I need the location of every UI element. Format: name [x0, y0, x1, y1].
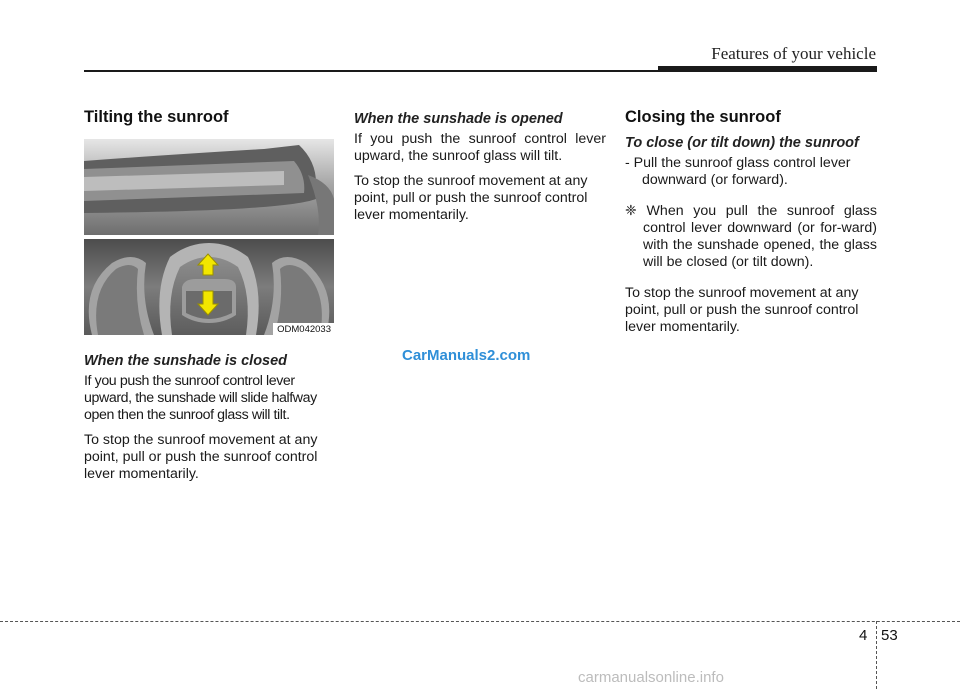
chapter-number: 4	[859, 627, 868, 644]
sunroof-lever-figure	[84, 139, 334, 335]
subheading-sunshade-closed: When the sunshade is closed	[84, 353, 288, 369]
figure-code: ODM042033	[273, 323, 334, 335]
paragraph-stop-movement-1: To stop the sunroof movement at any point, pull or push the sunroof control lever momentarily.	[84, 432, 318, 482]
note-sunshade-opened: ❈ When you pull the sunroof glass control lever downward (or for-ward) with the sunshade opened, the glass will be closed (or tilt down).	[625, 203, 877, 270]
paragraph-sunshade-opened: If you push the sunroof control lever upward, the sunroof glass will tilt.	[354, 131, 606, 164]
page-number-divider	[876, 621, 877, 689]
subheading-close-tilt-down: To close (or tilt down) the sunroof	[625, 135, 859, 151]
column-3	[625, 108, 877, 344]
carmanuals-watermark: CarManuals2.com	[402, 347, 531, 364]
header-rule-thick	[658, 66, 877, 72]
column-2	[354, 108, 606, 232]
paragraph-stop-movement-2: To stop the sunroof movement at any point, pull or push the sunroof control lever momentarily.	[354, 173, 588, 223]
subheading-sunshade-opened: When the sunshade is opened	[354, 111, 563, 127]
footer-dashed-rule	[0, 621, 960, 622]
site-watermark: carmanualsonline.info	[578, 669, 724, 686]
paragraph-sunshade-closed: If you push the sunroof control lever upward, the sunshade will slide halfway open then the sunroof glass will tilt.	[84, 373, 317, 423]
sunroof-illustration	[84, 139, 334, 335]
section-heading-closing: Closing the sunroof	[625, 108, 781, 126]
section-heading-tilting: Tilting the sunroof	[84, 108, 229, 126]
header-title: Features of your vehicle	[711, 44, 876, 63]
header-rule	[84, 70, 660, 72]
page-number: 53	[881, 627, 898, 644]
bullet-pull-lever: - Pull the sunroof glass control lever downward (or forward).	[625, 155, 851, 188]
column-1	[84, 108, 336, 491]
paragraph-stop-movement-3: To stop the sunroof movement at any point, pull or push the sunroof control lever momentarily.	[625, 285, 859, 335]
